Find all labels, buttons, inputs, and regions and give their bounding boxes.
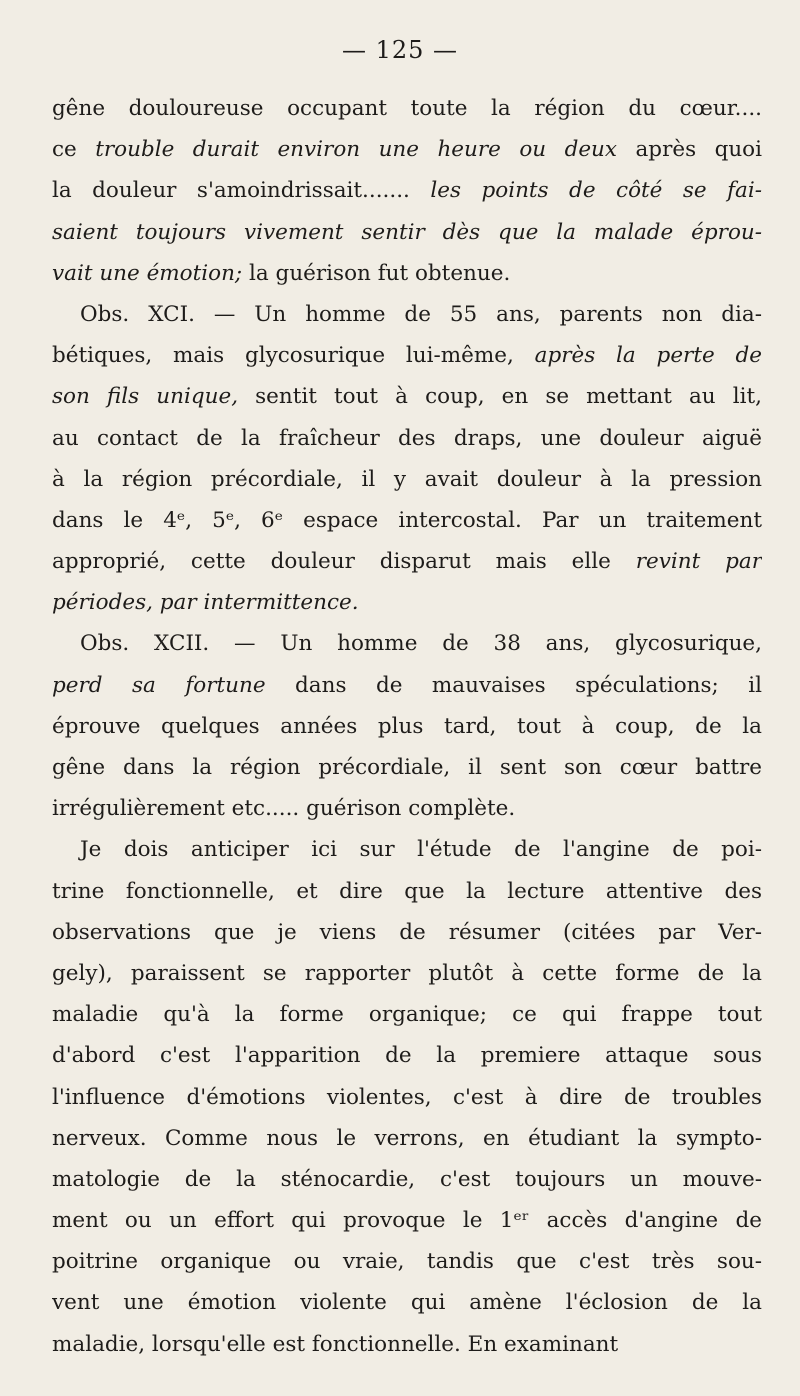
italic-text: perd sa fortune: [52, 672, 266, 698]
text-line: [52, 994, 762, 1035]
text-run: gely), paraissent se rapporter plutôt à cette forme de la: [52, 960, 762, 986]
text-line: [52, 418, 762, 459]
text-line: [52, 953, 762, 994]
text-line: [52, 788, 762, 829]
text-line: [52, 829, 762, 870]
text-run: à la région précordiale, il y avait douleur à la pression: [52, 466, 762, 492]
text-run: au contact de la fraîcheur des draps, une douleur aiguë: [52, 425, 762, 451]
text-line: [52, 1077, 762, 1118]
text-run: Obs. XCI. — Un homme de 55 ans, parents non dia-: [80, 301, 762, 327]
text-run: poitrine organique ou vraie, tandis que c'est très sou-: [52, 1249, 762, 1275]
text-line: [52, 253, 762, 294]
text-line: [52, 912, 762, 953]
italic-text: les points de côté se fai-: [430, 178, 762, 204]
text-run: matologie de la sténocardie, c'est toujours un mouve-: [52, 1166, 762, 1192]
text-run: ce: [52, 137, 96, 163]
italic-text: revint par: [635, 549, 762, 575]
text-run: après quoi: [617, 137, 762, 163]
text-line: [52, 376, 762, 417]
text-line: [52, 294, 762, 335]
text-line: [52, 1159, 762, 1200]
text-line: [52, 747, 762, 788]
text-run: irrégulièrement etc..... guérison complète.: [52, 796, 516, 822]
italic-text: vait une émotion;: [52, 260, 243, 286]
text-run: Je dois anticiper ici sur l'étude de l'angine de poi-: [80, 837, 762, 863]
text-line: [52, 582, 762, 623]
italic-text: après la perte de: [534, 343, 762, 369]
text-run: approprié, cette douleur disparut mais elle: [52, 549, 636, 575]
text-line: [52, 88, 762, 129]
italic-text: son fils unique,: [52, 384, 239, 410]
text-line: [52, 706, 762, 747]
text-line: [52, 129, 762, 170]
text-line: [52, 1324, 762, 1365]
text-line: [52, 1282, 762, 1323]
text-run: maladie, lorsqu'elle est fonctionnelle. En examinant: [52, 1331, 619, 1357]
italic-text: trouble durait environ une heure ou deux: [95, 137, 618, 163]
text-run: la douleur s'amoindrissait.......: [52, 178, 431, 204]
text-run: observations que je viens de résumer (citées par Ver-: [52, 919, 762, 945]
text-run: maladie qu'à la forme organique; ce qui frappe tout: [52, 1002, 762, 1028]
text-run: d'abord c'est l'apparition de la premiere attaque sous: [52, 1043, 762, 1069]
text-run: dans le 4ᵉ, 5ᵉ, 6ᵉ espace intercostal. Par un traitement: [52, 507, 762, 533]
text-line: [52, 541, 762, 582]
italic-text: saient toujours vivement sentir dès que la malade éprou-: [52, 219, 762, 245]
text-run: bétiques, mais glycosurique lui-même,: [52, 343, 535, 369]
text-line: [52, 335, 762, 376]
text-run: dans de mauvaises spéculations; il: [265, 672, 762, 698]
text-line: [52, 1118, 762, 1159]
page-number: — 125 —: [341, 36, 459, 64]
text-run: vent une émotion violente qui amène l'éclosion de la: [52, 1290, 762, 1316]
text-run: nerveux. Comme nous le verrons, en étudiant la sympto-: [52, 1125, 762, 1151]
text-line: [52, 871, 762, 912]
text-run: Obs. XCII. — Un homme de 38 ans, glycosurique,: [80, 631, 762, 657]
text-run: la guérison fut obtenue.: [242, 260, 511, 286]
text-line: [52, 1241, 762, 1282]
text-run: gêne douloureuse occupant toute la région du cœur....: [52, 96, 762, 121]
text-line: [52, 623, 762, 664]
text-run: gêne dans la région précordiale, il sent son cœur battre: [52, 755, 762, 780]
text-line: [52, 1200, 762, 1241]
text-line: [52, 212, 762, 253]
text-run: éprouve quelques années plus tard, tout à coup, de la: [52, 713, 762, 739]
body-text: [52, 88, 762, 1365]
text-line: [52, 170, 762, 211]
text-run: ment ou un effort qui provoque le 1ᵉʳ accès d'angine de: [52, 1208, 762, 1234]
text-line: [52, 665, 762, 706]
italic-text: périodes, par intermittence.: [52, 590, 359, 616]
text-run: l'influence d'émotions violentes, c'est à dire de troubles: [52, 1084, 762, 1110]
text-run: sentit tout à coup, en se mettant au lit,: [238, 384, 762, 410]
text-line: [52, 500, 762, 541]
text-line: [52, 1035, 762, 1076]
text-line: [52, 459, 762, 500]
text-run: trine fonctionnelle, et dire que la lecture attentive des: [52, 878, 762, 904]
